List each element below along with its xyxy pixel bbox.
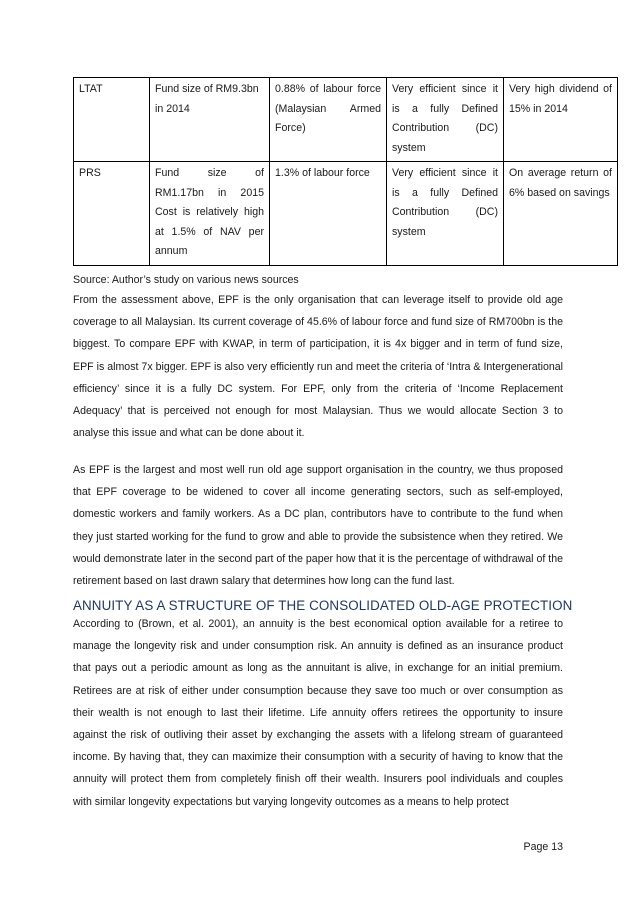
table-cell-efficiency: Very efficient since it is a fully Defined Contribution (DC) system xyxy=(387,78,504,162)
table-row xyxy=(74,78,618,162)
body-paragraph: From the assessment above, EPF is the only organisation that can leverage itself to provide old age coverage to all Malaysian. Its current coverage of 45.6% of labour force and fund size of RM700bn is the biggest. To compare EPF with KWAP, in term of participation, it is 4x bigger and in term of fund size, EPF is almost 7x bigger. EPF is also very efficiently run and meet the criteria of ‘Intra & Intergenerational efficiency’ since it is a fully DC system. For EPF, only from the criteria of ‘Income Replacement Adequacy’ that is perceived not enough for most Malaysian. Thus we would allocate Section 3 to analyse this issue and what can be done about it. xyxy=(73,294,563,440)
table-cell-fund: Fund size of RM1.17bn in 2015 Cost is relatively high at 1.5% of NAV per annum xyxy=(150,162,270,266)
table-caption: Source: Author’s study on various news sources xyxy=(73,274,299,286)
body-paragraph: As EPF is the largest and most well run old age support organisation in the country, we thus proposed that EPF coverage to be widened to cover all income generating sectors, such as self-employed, domestic workers and family workers. As a DC plan, contributors have to contribute to the fund when they just started working for the fund to grow and able to provide the subsistence when they retired. We would demonstrate later in the second part of the paper how that it is the percentage of withdrawal of the retirement based on last drawn salary that determines how long can the fund last. xyxy=(73,464,563,588)
table-cell-return: Very high dividend of 15% in 2014 xyxy=(504,78,618,162)
section-heading: ANNUITY AS A STRUCTURE OF THE CONSOLIDATED OLD-AGE PROTECTION xyxy=(73,598,573,613)
table-row xyxy=(74,162,618,266)
table-cell-return: On average return of 6% based on savings xyxy=(504,162,618,266)
table-cell-efficiency: Very efficient since it is a fully Defined Contribution (DC) system xyxy=(387,162,504,266)
comparison-table xyxy=(73,77,618,266)
page-number: Page 13 xyxy=(523,841,563,853)
body-paragraph: According to (Brown, et al. 2001), an annuity is the best economical option available for a retiree to manage the longevity risk and under consumption risk. An annuity is defined as an insurance product that pays out a periodic amount as long as the annuitant is alive, in exchange for an initial premium. Retirees are at risk of either under consumption because they save too much or over consumption as their wealth is not enough to last their lifetime. Life annuity offers retirees the opportunity to insure against the risk of outliving their asset by exchanging the assets with a lifelong stream of guaranteed income. By having that, they can maximize their consumption with a security of having to know that the annuity will protect them from completely finish off their wealth. Insurers pool individuals and couples with similar longevity expectations but varying longevity outcomes as a means to help protect xyxy=(73,618,563,808)
table-cell-name: PRS xyxy=(74,162,150,266)
table-cell-name: LTAT xyxy=(74,78,150,162)
table-cell-coverage: 1.3% of labour force xyxy=(270,162,387,266)
table-cell-coverage: 0.88% of labour force (Malaysian Armed Force) xyxy=(270,78,387,162)
table-cell-fund: Fund size of RM9.3bn in 2014 xyxy=(150,78,270,162)
